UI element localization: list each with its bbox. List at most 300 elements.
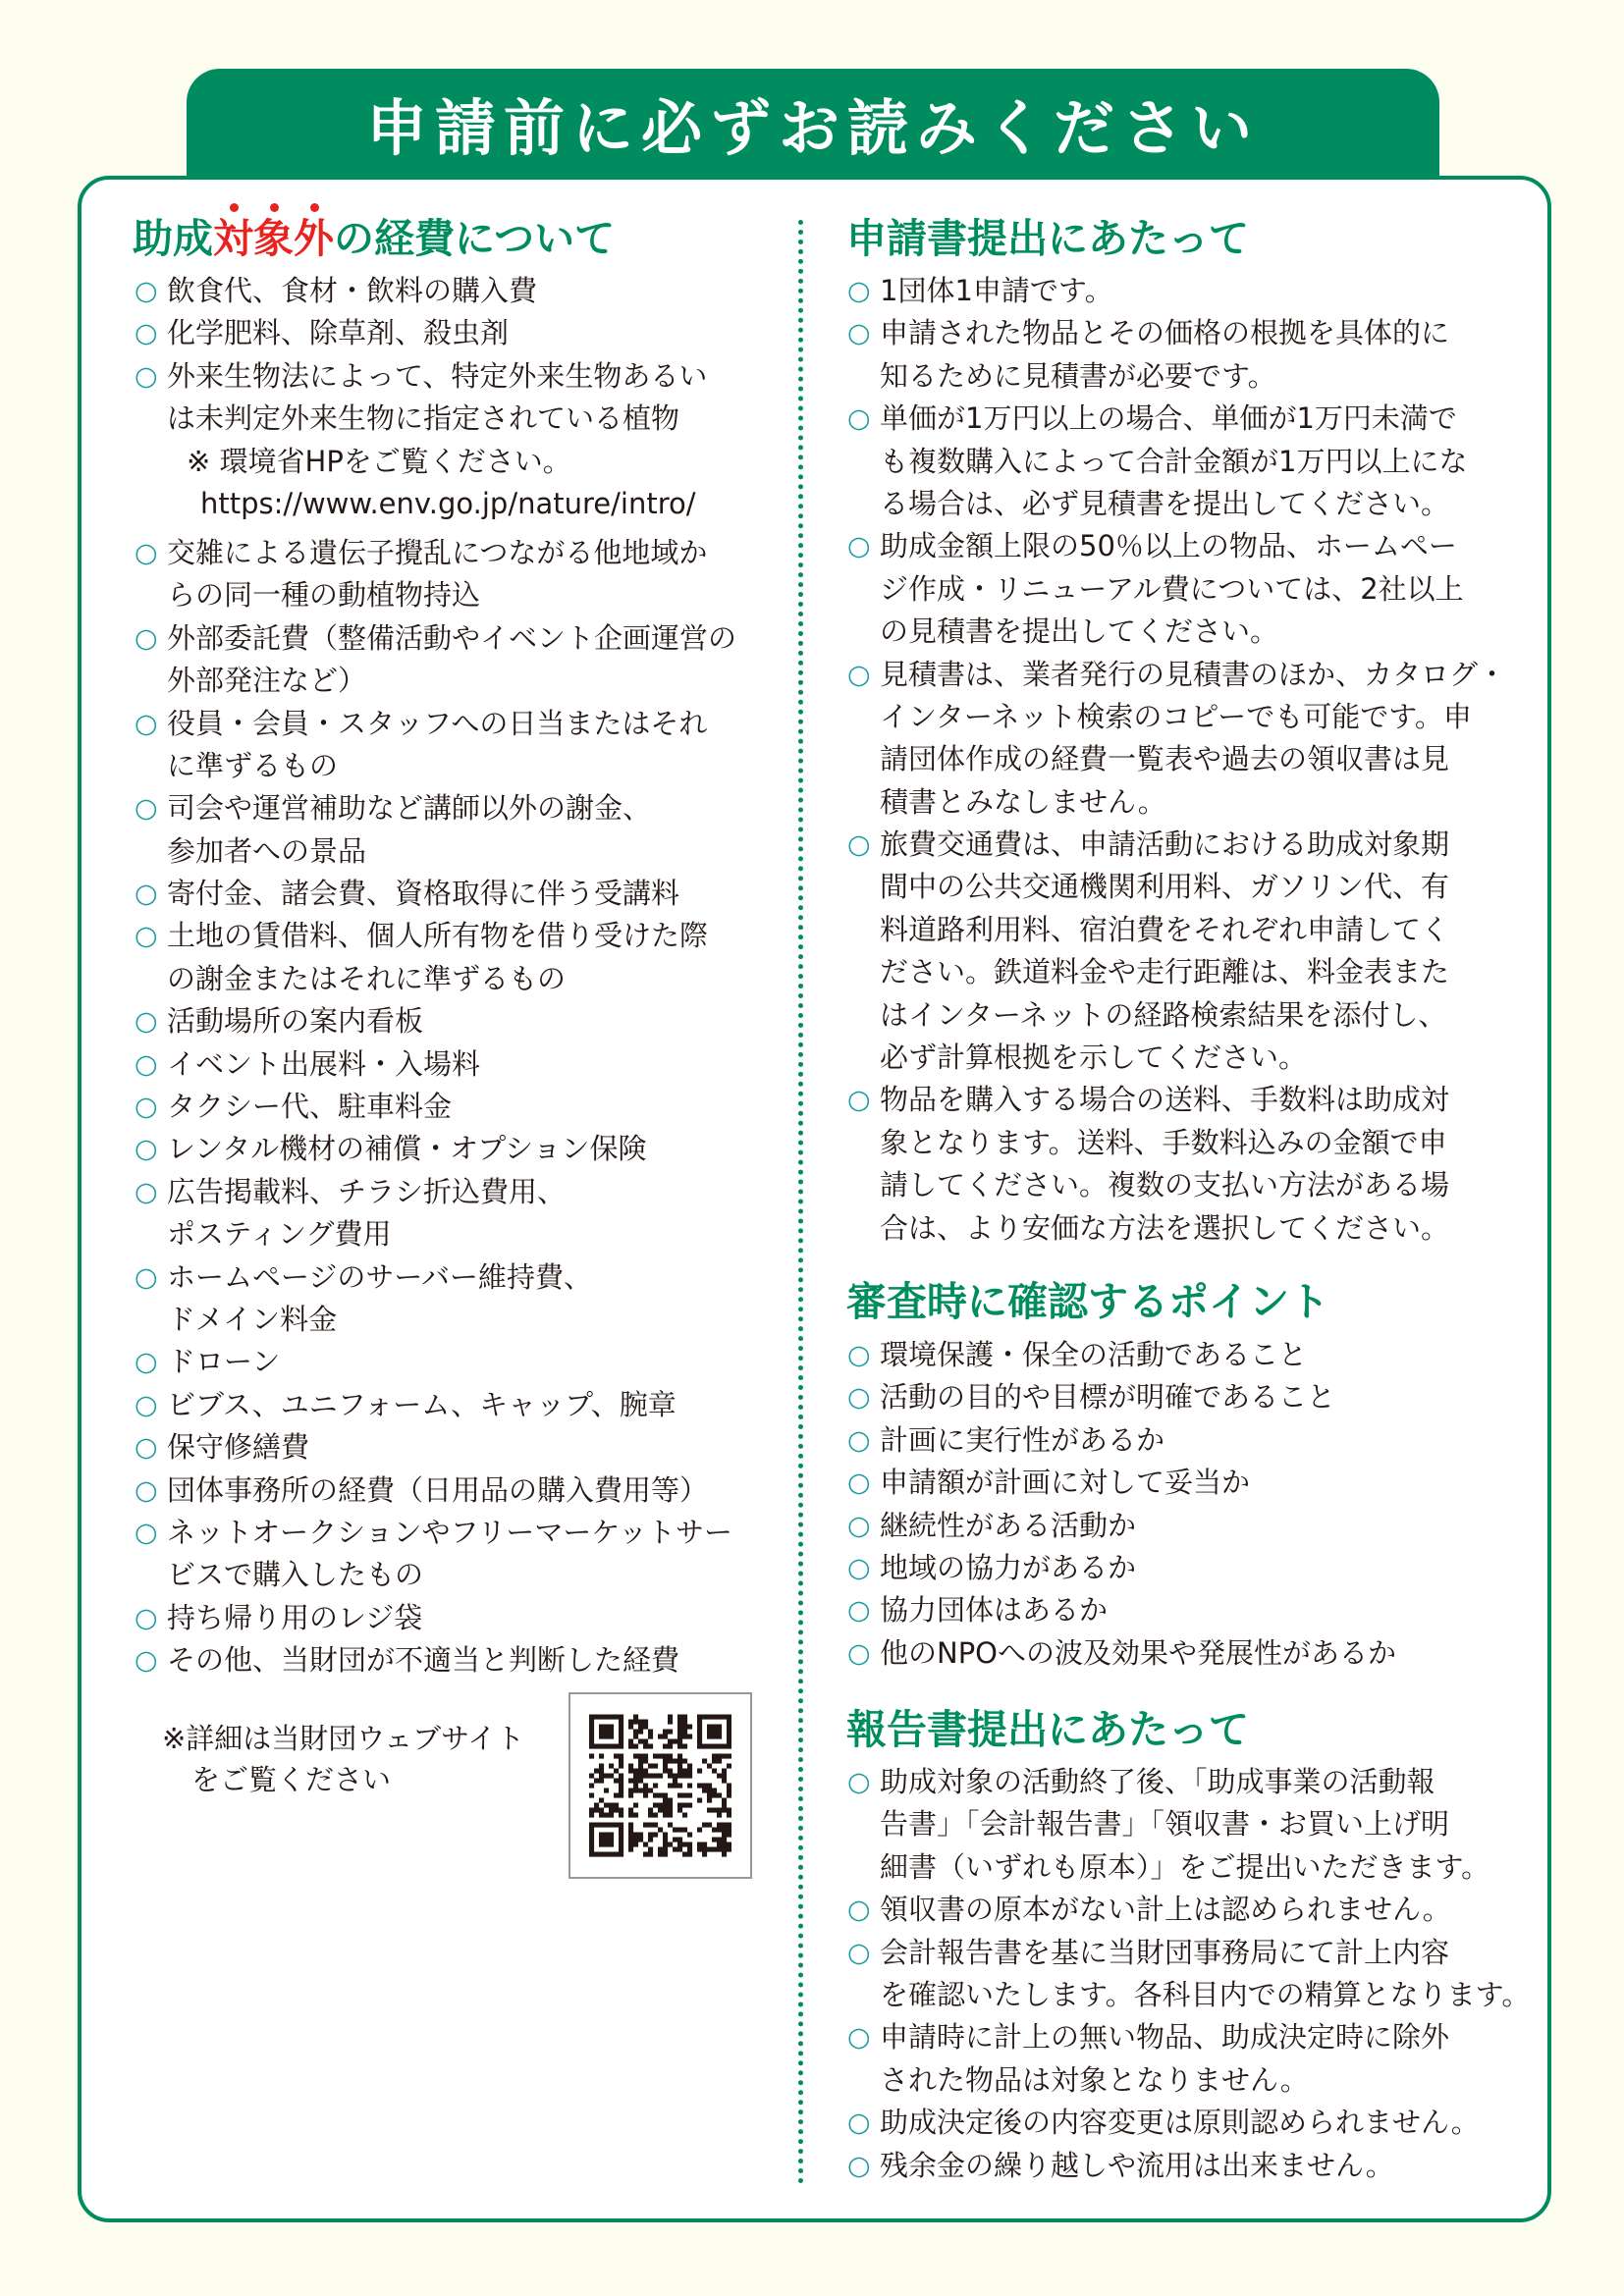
list-item-line bbox=[847, 738, 1506, 780]
qr-module bbox=[599, 1852, 604, 1857]
qr-module bbox=[619, 1847, 623, 1852]
emphasis-text: 象 bbox=[253, 215, 294, 262]
qr-module bbox=[589, 1808, 594, 1813]
list-item bbox=[847, 1932, 1530, 2017]
list-item-text: はインターネットの経路検索結果を添付し、 bbox=[880, 997, 1447, 1032]
list-item-line bbox=[135, 1554, 736, 1596]
qr-module bbox=[682, 1828, 687, 1833]
list-item bbox=[847, 1419, 1396, 1462]
qr-module bbox=[653, 1784, 658, 1789]
qr-module bbox=[727, 1813, 731, 1818]
circle-bullet-icon: ○ bbox=[135, 1645, 158, 1677]
circle-bullet-icon: ○ bbox=[847, 531, 871, 562]
qr-module bbox=[609, 1715, 614, 1720]
qr-module bbox=[668, 1784, 673, 1789]
emphasis-char bbox=[213, 215, 253, 262]
qr-module bbox=[599, 1754, 604, 1759]
qr-module bbox=[697, 1784, 702, 1789]
circle-bullet-icon: ○ bbox=[135, 1602, 158, 1633]
qr-module bbox=[619, 1725, 623, 1730]
circle-bullet-icon: ○ bbox=[847, 403, 871, 435]
qr-module bbox=[677, 1715, 682, 1720]
qr-module bbox=[643, 1759, 648, 1764]
qr-module bbox=[707, 1798, 712, 1803]
qr-module bbox=[628, 1847, 633, 1852]
qr-module bbox=[663, 1754, 668, 1759]
list-item-line bbox=[847, 1462, 1396, 1504]
section-list bbox=[847, 1334, 1396, 1675]
qr-module bbox=[633, 1754, 638, 1759]
list-item-line bbox=[847, 696, 1506, 738]
list-item-text: された物品は対象となりません。 bbox=[880, 2062, 1309, 2097]
qr-module bbox=[697, 1769, 702, 1774]
qr-module bbox=[687, 1735, 692, 1739]
qr-module bbox=[633, 1735, 638, 1739]
list-item bbox=[135, 1639, 736, 1682]
list-item-line bbox=[847, 2145, 1530, 2187]
qr-module bbox=[643, 1774, 648, 1779]
circle-bullet-icon: ○ bbox=[847, 1510, 871, 1541]
page-title: 申請前に必ずお読みください bbox=[365, 91, 1260, 164]
qr-module bbox=[663, 1803, 668, 1808]
list-item bbox=[135, 915, 736, 1000]
list-item bbox=[847, 270, 1506, 312]
qr-module bbox=[604, 1725, 609, 1730]
qr-module bbox=[599, 1823, 604, 1828]
list-item-line bbox=[847, 1761, 1530, 1803]
website-note bbox=[162, 1718, 524, 1800]
list-item bbox=[135, 873, 736, 915]
emphasis-text: 外 bbox=[294, 215, 334, 262]
qr-module bbox=[628, 1744, 633, 1749]
qr-module bbox=[707, 1793, 712, 1798]
list-item bbox=[135, 787, 736, 873]
qr-module bbox=[712, 1715, 717, 1720]
qr-module bbox=[668, 1730, 673, 1735]
qr-module bbox=[682, 1769, 687, 1774]
section-heading: 審査時に確認するポイント bbox=[846, 1278, 1329, 1325]
section-list bbox=[847, 1761, 1530, 2187]
qr-module bbox=[722, 1852, 727, 1857]
list-item-line bbox=[847, 824, 1506, 866]
website-note-line: をご覧ください bbox=[191, 1763, 392, 1796]
qr-module bbox=[727, 1764, 731, 1769]
qr-module bbox=[697, 1842, 702, 1847]
qr-module bbox=[604, 1823, 609, 1828]
list-item-text: 助成決定後の内容変更は原則認められません。 bbox=[880, 2106, 1480, 2140]
list-item-line bbox=[135, 1171, 736, 1213]
qr-module bbox=[604, 1715, 609, 1720]
qr-module bbox=[722, 1744, 727, 1749]
qr-module bbox=[717, 1813, 722, 1818]
list-item-line bbox=[135, 745, 736, 787]
qr-module bbox=[677, 1828, 682, 1833]
qr-module bbox=[648, 1833, 653, 1838]
list-item-text: らの同一種の動植物持込 bbox=[167, 578, 481, 613]
qr-module bbox=[707, 1784, 712, 1789]
qr-module bbox=[722, 1847, 727, 1852]
list-item-text: 必ず計算根拠を示してください。 bbox=[880, 1041, 1308, 1075]
qr-module bbox=[712, 1828, 717, 1833]
qr-module bbox=[722, 1769, 727, 1774]
qr-module bbox=[643, 1769, 648, 1774]
qr-module bbox=[668, 1803, 673, 1808]
list-item-line bbox=[135, 1469, 736, 1512]
qr-module bbox=[604, 1842, 609, 1847]
list-item-text: 外部委託費（整備活動やイベント企画運営の bbox=[167, 620, 737, 655]
list-item bbox=[135, 1597, 736, 1639]
qr-module bbox=[633, 1803, 638, 1808]
qr-module bbox=[722, 1842, 727, 1847]
circle-bullet-icon: ○ bbox=[135, 1006, 158, 1038]
list-item-text: 助成対象の活動終了後、「助成事業の活動報 bbox=[880, 1765, 1435, 1798]
list-item-text: 土地の賃借料、個人所有物を借り受けた際 bbox=[167, 919, 709, 953]
qr-module bbox=[717, 1828, 722, 1833]
qr-module bbox=[673, 1847, 677, 1852]
qr-module bbox=[727, 1754, 731, 1759]
qr-module bbox=[643, 1754, 648, 1759]
qr-module bbox=[653, 1764, 658, 1769]
qr-module bbox=[727, 1847, 731, 1852]
qr-module bbox=[633, 1715, 638, 1720]
qr-code[interactable] bbox=[568, 1692, 752, 1879]
list-item-text: タクシー代、駐車料金 bbox=[167, 1090, 453, 1124]
qr-module bbox=[658, 1774, 663, 1779]
list-item-text: 申請された物品とその価格の根拠を具体的に bbox=[880, 316, 1450, 350]
qr-module bbox=[712, 1793, 717, 1798]
qr-module bbox=[633, 1789, 638, 1793]
qr-module bbox=[677, 1764, 682, 1769]
emphasis-dot bbox=[230, 203, 239, 212]
qr-module bbox=[619, 1823, 623, 1828]
list-item-line bbox=[135, 270, 736, 312]
list-item bbox=[135, 532, 736, 617]
qr-module bbox=[619, 1784, 623, 1789]
qr-module bbox=[677, 1754, 682, 1759]
list-item-text: 単価が1万円以上の場合、単価が1万円未満で bbox=[880, 401, 1457, 436]
qr-module bbox=[653, 1833, 658, 1838]
qr-module bbox=[594, 1803, 599, 1808]
qr-module bbox=[638, 1789, 643, 1793]
qr-module bbox=[619, 1779, 623, 1784]
qr-module bbox=[682, 1720, 687, 1725]
qr-module bbox=[702, 1744, 707, 1749]
qr-module bbox=[638, 1838, 643, 1842]
qr-module bbox=[663, 1838, 668, 1842]
list-item-line bbox=[135, 398, 736, 440]
qr-module bbox=[673, 1784, 677, 1789]
qr-module bbox=[682, 1759, 687, 1764]
emphasis-dot bbox=[310, 203, 319, 212]
qr-module bbox=[722, 1808, 727, 1813]
qr-module bbox=[668, 1759, 673, 1764]
list-item-line bbox=[135, 1043, 736, 1086]
list-item-text: の謝金またはそれに準ずるもの bbox=[167, 961, 567, 995]
qr-module bbox=[609, 1725, 614, 1730]
qr-module bbox=[677, 1739, 682, 1744]
qr-module bbox=[717, 1838, 722, 1842]
qr-module bbox=[727, 1842, 731, 1847]
qr-module bbox=[707, 1823, 712, 1828]
circle-bullet-icon: ○ bbox=[847, 1340, 871, 1370]
qr-module bbox=[589, 1852, 594, 1857]
qr-module bbox=[628, 1823, 633, 1828]
qr-module bbox=[682, 1813, 687, 1818]
qr-module bbox=[594, 1852, 599, 1857]
list-item-line bbox=[847, 951, 1506, 993]
qr-module bbox=[604, 1803, 609, 1808]
qr-module bbox=[668, 1798, 673, 1803]
qr-module bbox=[589, 1784, 594, 1789]
qr-module bbox=[682, 1774, 687, 1779]
list-item-line bbox=[847, 568, 1506, 611]
list-item-text: 地域の協力があるか bbox=[880, 1550, 1137, 1584]
list-item-text: 間中の公共交通機関利用料、ガソリン代、有 bbox=[880, 870, 1450, 904]
list-item-text: 計画に実行性があるか bbox=[880, 1422, 1165, 1457]
qr-module bbox=[702, 1847, 707, 1852]
circle-bullet-icon: ○ bbox=[135, 1261, 158, 1293]
list-item-text: その他、当財団が不適当と判断した経費 bbox=[167, 1643, 680, 1678]
list-item-text: 他のNPOへの波及効果や発展性があるか bbox=[880, 1635, 1397, 1670]
list-item-text: ださい。鉄道料金や走行距離は、料金表また bbox=[880, 955, 1450, 989]
qr-module bbox=[697, 1730, 702, 1735]
qr-module bbox=[638, 1725, 643, 1730]
qr-module bbox=[589, 1725, 594, 1730]
qr-module bbox=[633, 1784, 638, 1789]
qr-module bbox=[589, 1828, 594, 1833]
list-item bbox=[847, 2145, 1530, 2187]
list-item-line bbox=[847, 1974, 1530, 2016]
qr-module bbox=[722, 1774, 727, 1779]
qr-module bbox=[599, 1808, 604, 1813]
list-item-line bbox=[847, 1846, 1530, 1889]
qr-module bbox=[663, 1793, 668, 1798]
qr-module bbox=[633, 1744, 638, 1749]
qr-module bbox=[677, 1838, 682, 1842]
qr-module bbox=[707, 1744, 712, 1749]
qr-module bbox=[643, 1842, 648, 1847]
qr-module bbox=[697, 1720, 702, 1725]
qr-module bbox=[658, 1847, 663, 1852]
qr-module bbox=[633, 1730, 638, 1735]
qr-module bbox=[648, 1852, 653, 1857]
list-item-text: ビスで購入したもの bbox=[167, 1558, 424, 1592]
circle-bullet-icon: ○ bbox=[135, 879, 158, 910]
section-list bbox=[847, 270, 1506, 1250]
qr-module bbox=[658, 1808, 663, 1813]
qr-module bbox=[633, 1838, 638, 1842]
qr-module bbox=[717, 1754, 722, 1759]
column-divider bbox=[798, 220, 803, 2185]
qr-module bbox=[628, 1813, 633, 1818]
list-item bbox=[135, 1000, 736, 1042]
qr-module bbox=[604, 1838, 609, 1842]
qr-module bbox=[594, 1779, 599, 1784]
heading-part: 助成 bbox=[133, 215, 213, 262]
qr-module bbox=[589, 1842, 594, 1847]
qr-module bbox=[614, 1808, 619, 1813]
qr-module bbox=[614, 1779, 619, 1784]
qr-module bbox=[633, 1720, 638, 1725]
list-item-line bbox=[847, 1632, 1396, 1675]
qr-module bbox=[677, 1842, 682, 1847]
circle-bullet-icon: ○ bbox=[847, 2022, 871, 2054]
qr-module bbox=[682, 1725, 687, 1730]
qr-module bbox=[619, 1838, 623, 1842]
qr-module bbox=[727, 1808, 731, 1813]
circle-bullet-icon: ○ bbox=[135, 622, 158, 654]
qr-module bbox=[727, 1735, 731, 1739]
qr-module bbox=[638, 1759, 643, 1764]
qr-module bbox=[614, 1852, 619, 1857]
list-item-text: 細書（いずれも原本）」をご提出いただきます。 bbox=[880, 1849, 1490, 1884]
qr-module bbox=[727, 1744, 731, 1749]
qr-module bbox=[697, 1847, 702, 1852]
qr-module bbox=[609, 1744, 614, 1749]
qr-module bbox=[722, 1828, 727, 1833]
list-item-line bbox=[847, 909, 1506, 951]
qr-module bbox=[594, 1808, 599, 1813]
qr-module bbox=[628, 1725, 633, 1730]
url-text[interactable]: https://www.env.go.jp/nature/intro/ bbox=[200, 486, 696, 520]
qr-module bbox=[697, 1744, 702, 1749]
list-item-line bbox=[847, 1419, 1396, 1462]
qr-module bbox=[653, 1813, 658, 1818]
qr-module bbox=[619, 1828, 623, 1833]
qr-module bbox=[599, 1744, 604, 1749]
qr-module bbox=[653, 1774, 658, 1779]
list-item-text: は未判定外来生物に指定されている植物 bbox=[167, 401, 680, 436]
qr-module bbox=[682, 1735, 687, 1739]
website-note-line: ※詳細は当財団ウェブサイト bbox=[162, 1722, 525, 1755]
qr-module bbox=[717, 1847, 722, 1852]
qr-module bbox=[663, 1852, 668, 1857]
list-item-line bbox=[135, 617, 736, 660]
qr-module bbox=[609, 1813, 614, 1818]
list-item-text: ドローン bbox=[167, 1345, 281, 1379]
list-item bbox=[847, 1632, 1396, 1675]
qr-module bbox=[619, 1774, 623, 1779]
list-item-text: 役員・会員・スタッフへの日当またはそれ bbox=[167, 706, 708, 740]
qr-module bbox=[589, 1754, 594, 1759]
circle-bullet-icon: ○ bbox=[847, 1895, 871, 1926]
qr-module bbox=[717, 1759, 722, 1764]
list-item-text: 環境保護・保全の活動であること bbox=[880, 1338, 1308, 1371]
qr-module bbox=[722, 1715, 727, 1720]
qr-module bbox=[727, 1725, 731, 1730]
qr-module bbox=[628, 1779, 633, 1784]
qr-module bbox=[653, 1823, 658, 1828]
qr-module bbox=[712, 1847, 717, 1852]
qr-module bbox=[619, 1735, 623, 1739]
qr-module bbox=[609, 1774, 614, 1779]
qr-module bbox=[677, 1725, 682, 1730]
qr-module bbox=[633, 1774, 638, 1779]
list-item-text: 申請額が計画に対して妥当か bbox=[880, 1466, 1251, 1500]
emphasis-dot bbox=[270, 203, 279, 212]
qr-module bbox=[668, 1842, 673, 1847]
list-item-line bbox=[135, 532, 736, 574]
list-item bbox=[847, 824, 1506, 1079]
qr-module bbox=[677, 1744, 682, 1749]
qr-module bbox=[628, 1833, 633, 1838]
circle-bullet-icon: ○ bbox=[135, 921, 158, 952]
qr-module bbox=[663, 1847, 668, 1852]
section-heading: 申請書提出にあたって bbox=[846, 215, 1249, 262]
qr-module bbox=[599, 1833, 604, 1838]
list-item bbox=[847, 312, 1506, 398]
qr-module bbox=[643, 1789, 648, 1793]
qr-module bbox=[599, 1715, 604, 1720]
qr-module bbox=[628, 1720, 633, 1725]
circle-bullet-icon: ○ bbox=[847, 659, 871, 690]
qr-module bbox=[609, 1838, 614, 1842]
qr-module bbox=[722, 1833, 727, 1838]
qr-module bbox=[663, 1744, 668, 1749]
list-item-line bbox=[847, 270, 1506, 312]
qr-module bbox=[614, 1754, 619, 1759]
qr-module bbox=[658, 1754, 663, 1759]
qr-module bbox=[643, 1725, 648, 1730]
qr-code-image bbox=[589, 1713, 731, 1858]
list-item-text: 合は、より安価な方法を選択してください。 bbox=[880, 1210, 1450, 1245]
list-item bbox=[847, 1547, 1396, 1589]
list-item-line bbox=[135, 915, 736, 957]
circle-bullet-icon: ○ bbox=[847, 2108, 871, 2139]
list-item bbox=[135, 355, 736, 532]
qr-module bbox=[599, 1725, 604, 1730]
circle-bullet-icon: ○ bbox=[135, 360, 158, 392]
qr-module bbox=[687, 1725, 692, 1730]
qr-module bbox=[668, 1720, 673, 1725]
qr-module bbox=[712, 1730, 717, 1735]
list-item-text: ドメイン料金 bbox=[167, 1302, 338, 1336]
list-item bbox=[847, 654, 1506, 825]
qr-module bbox=[663, 1735, 668, 1739]
list-item-line bbox=[135, 1597, 736, 1639]
qr-module bbox=[594, 1823, 599, 1828]
qr-module bbox=[717, 1774, 722, 1779]
qr-module bbox=[677, 1847, 682, 1852]
qr-module bbox=[677, 1759, 682, 1764]
qr-module bbox=[697, 1739, 702, 1744]
qr-module bbox=[682, 1730, 687, 1735]
circle-bullet-icon: ○ bbox=[847, 2150, 871, 2181]
list-item-text: 団体事務所の経費（日用品の購入費用等） bbox=[167, 1472, 709, 1507]
qr-module bbox=[633, 1779, 638, 1784]
qr-module bbox=[609, 1764, 614, 1769]
list-item bbox=[847, 1334, 1396, 1376]
qr-module bbox=[638, 1739, 643, 1744]
qr-module bbox=[658, 1852, 663, 1857]
list-item-line bbox=[847, 483, 1506, 525]
list-item bbox=[847, 1079, 1506, 1250]
emphasis-char bbox=[253, 215, 294, 262]
list-item-line bbox=[847, 1164, 1506, 1206]
qr-module bbox=[712, 1808, 717, 1813]
list-item-text: 積書とみなしません。 bbox=[880, 784, 1166, 819]
qr-module bbox=[599, 1769, 604, 1774]
list-item-line bbox=[847, 611, 1506, 653]
qr-module bbox=[687, 1842, 692, 1847]
list-item bbox=[847, 1462, 1396, 1504]
qr-module bbox=[594, 1769, 599, 1774]
list-item-text: 残余金の繰り越しや流用は出来ません。 bbox=[880, 2148, 1394, 2182]
qr-module bbox=[677, 1808, 682, 1813]
qr-module bbox=[682, 1793, 687, 1798]
qr-module bbox=[687, 1784, 692, 1789]
qr-module bbox=[687, 1833, 692, 1838]
